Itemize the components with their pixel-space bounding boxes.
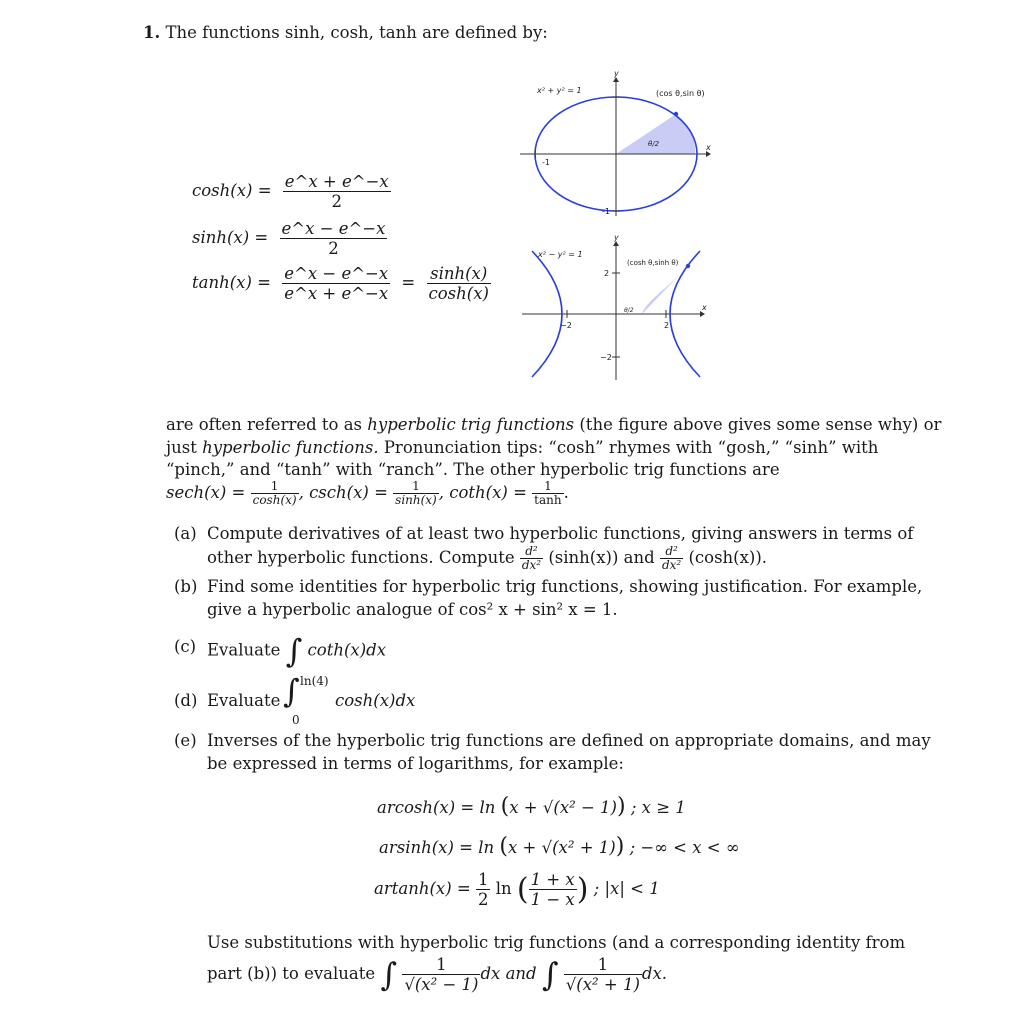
intro-emphasis: hyperbolic functions. (202, 438, 379, 457)
closing-numerator-2: 1 (564, 955, 642, 975)
part-b-line-2: give a hyperbolic analogue of cos² x + sin² x = 1. (207, 600, 618, 619)
right-paren: ) (576, 872, 589, 907)
part-a-sinh: (sinh(x)) and (548, 548, 655, 567)
csch-fraction (393, 480, 439, 507)
tanh-numerator-2: sinh(x) (427, 264, 491, 284)
hyperbola-tick-label-yneg: −2 (600, 353, 612, 362)
arsinh-formula (379, 834, 740, 859)
problem-title: The functions sinh, cosh, tanh are defined by: (165, 23, 548, 42)
part-d-upper-limit: ln(4) (300, 674, 329, 688)
csch-numerator: 1 (393, 480, 439, 494)
arcosh-formula (377, 794, 686, 819)
closing-numerator-1: 1 (402, 955, 480, 975)
d2-numerator: d² (520, 545, 543, 559)
right-paren: ) (617, 794, 626, 819)
part-d-integrand: cosh(x)dx (335, 691, 416, 710)
tanh-definition (192, 264, 491, 303)
sinh-fraction (280, 219, 388, 258)
tanh-denominator: e^x + e^−x (284, 284, 389, 303)
sech-numerator: 1 (251, 480, 299, 494)
sinh-denominator: 2 (328, 239, 339, 258)
part-e-line-2: be expressed in terms of logarithms, for example: (207, 754, 624, 773)
closing-denominator-2: √(x² + 1) (565, 975, 640, 994)
intro-text: (the figure above gives some sense why) or (574, 415, 942, 434)
hyperbola-tick-label-xpos: 2 (664, 321, 670, 330)
closing-denominator-1: √(x² − 1) (404, 975, 479, 994)
artanh-formula (374, 870, 660, 909)
half-fraction (476, 870, 491, 909)
artanh-numerator: 1 + x (530, 870, 575, 889)
intro-line-3: “pinch,” and “tanh” with “ranch”. The other hyperbolic trig functions are (166, 460, 780, 479)
tanh-fraction-2 (427, 264, 491, 303)
coth-numerator: 1 (532, 480, 563, 494)
hyperbola-figure (520, 232, 720, 382)
dx2-denominator: dx² (521, 558, 542, 572)
circle-tick-label-pos: -1 (602, 207, 610, 216)
intro-emphasis: hyperbolic trig functions (367, 415, 575, 434)
part-b-label: (b) (174, 577, 198, 596)
arcosh-condition: ; x ≥ 1 (630, 798, 686, 817)
part-a-label: (a) (174, 524, 197, 543)
hyperbola-tick-label-ypos: 2 (604, 269, 610, 278)
part-a-line-1: Compute derivatives of at least two hyperbolic functions, giving answers in terms of (207, 524, 914, 543)
unit-circle-figure (520, 68, 720, 218)
tanh-fraction (282, 264, 390, 303)
half-denominator: 2 (477, 890, 489, 909)
left-paren: ( (500, 794, 510, 819)
sech-denominator: cosh(x) (252, 493, 297, 507)
cosh-denominator: 2 (331, 192, 342, 211)
part-e-label: (e) (174, 731, 197, 750)
artanh-denominator: 1 − x (530, 890, 575, 909)
part-c-integrand: coth(x)dx (307, 640, 386, 660)
closing-end: dx. (641, 964, 668, 983)
coth-lhs: , coth(x) = (438, 483, 527, 502)
csch-denominator: sinh(x) (395, 493, 437, 507)
cosh-fraction (283, 172, 391, 211)
part-e-line-1: Inverses of the hyperbolic trig functions are defined on appropriate domains, and may (207, 731, 931, 750)
arsinh-argument: x + √(x² + 1) (507, 838, 616, 857)
part-d-text: Evaluate (207, 691, 281, 710)
integral-sign-icon: ∫ (380, 955, 398, 994)
second-derivative-operator (660, 545, 683, 572)
tanh-lhs: tanh(x) = (192, 273, 271, 292)
part-a-cosh: (cosh(x)). (688, 548, 768, 567)
closing-fraction-1 (402, 955, 480, 994)
hyperbola-angle-label: θ/2 (624, 307, 634, 314)
coth-fraction (532, 480, 563, 507)
artanh-condition: ; |x| < 1 (593, 879, 660, 898)
circle-x-label: x (706, 143, 711, 152)
artanh-fraction (529, 870, 577, 909)
tanh-equals: = (401, 273, 416, 292)
circle-point-label: (cos θ,sin θ) (656, 89, 705, 98)
closing-middle: dx and (480, 964, 537, 983)
problem-header (143, 22, 548, 43)
part-d-label: (d) (174, 691, 198, 710)
intro-line-4 (166, 480, 569, 507)
tanh-denominator-2: cosh(x) (428, 284, 489, 303)
problem-number: 1. (143, 23, 161, 42)
circle-equation: x² + y² = 1 (537, 86, 582, 95)
integral-sign-icon: ∫ (283, 672, 300, 710)
circle-point-marker (674, 112, 678, 116)
part-c-text: Evaluate (207, 640, 281, 660)
right-paren: ) (615, 834, 625, 859)
intro-line-2 (166, 437, 878, 458)
arsinh-lhs: arsinh(x) = ln (379, 838, 495, 857)
cosh-numerator: e^x + e^−x (284, 172, 389, 191)
hyperbola-point-label: (cosh θ,sinh θ) (627, 259, 679, 267)
coth-denominator: tanh (534, 493, 562, 507)
arsinh-condition: ; −∞ < x < ∞ (629, 838, 740, 857)
cosh-lhs: cosh(x) = (192, 181, 272, 200)
circle-sector-shade (616, 114, 695, 154)
integral-sign-icon: ∫ (285, 632, 303, 670)
tanh-numerator: e^x − e^−x (284, 264, 389, 283)
part-d-lower-limit: 0 (292, 713, 300, 727)
intro-text: are often referred to as (166, 415, 368, 434)
closing-fraction-2 (564, 955, 642, 994)
part-a-text: other hyperbolic functions. Compute (207, 548, 515, 567)
intro-text: Pronunciation tips: “cosh” rhymes with “gosh,” “sinh” with (378, 438, 879, 457)
intro-period: . (563, 483, 569, 502)
closing-text: part (b)) to evaluate (207, 964, 376, 983)
arcosh-lhs: arcosh(x) = ln (377, 798, 496, 817)
cosh-definition (192, 172, 391, 211)
artanh-lhs: artanh(x) = (374, 879, 471, 898)
sech-lhs: sech(x) = (166, 483, 246, 502)
left-paren: ( (499, 834, 508, 859)
hyperbola-tick-label-xneg: −2 (560, 321, 572, 330)
intro-line-1 (166, 414, 941, 435)
circle-angle-label: θ/2 (648, 140, 660, 148)
sinh-numerator: e^x − e^−x (281, 219, 386, 238)
csch-lhs: , csch(x) = (298, 483, 388, 502)
second-derivative-operator (520, 545, 543, 572)
hyperbola-equation: x² − y² = 1 (538, 250, 583, 259)
part-c-line (207, 632, 386, 670)
left-paren: ( (516, 872, 529, 907)
part-c-label: (c) (174, 637, 197, 656)
circle-y-label: y (614, 69, 619, 78)
closing-line-1: Use substitutions with hyperbolic trig functions (and a corresponding identity from (207, 933, 906, 952)
part-a-line-2 (207, 545, 767, 572)
closing-line-2 (207, 955, 667, 994)
sinh-lhs: sinh(x) = (192, 228, 269, 247)
dx2-denominator: dx² (661, 558, 682, 572)
sinh-definition (192, 219, 387, 258)
part-b-line-1: Find some identities for hyperbolic trig functions, showing justification. For example, (207, 577, 923, 596)
intro-text: just (166, 438, 203, 457)
sech-fraction (251, 480, 299, 507)
hyperbola-point-marker (686, 264, 690, 268)
arcosh-argument: x + √(x² − 1) (509, 798, 617, 817)
circle-tick-label-neg: -1 (542, 158, 550, 167)
d2-numerator: d² (660, 545, 683, 559)
integral-sign-icon: ∫ (541, 955, 559, 994)
hyperbola-x-label: x (702, 303, 707, 312)
ln-operator: ln (495, 879, 512, 898)
half-numerator: 1 (477, 870, 489, 889)
hyperbola-y-label: y (614, 233, 619, 242)
